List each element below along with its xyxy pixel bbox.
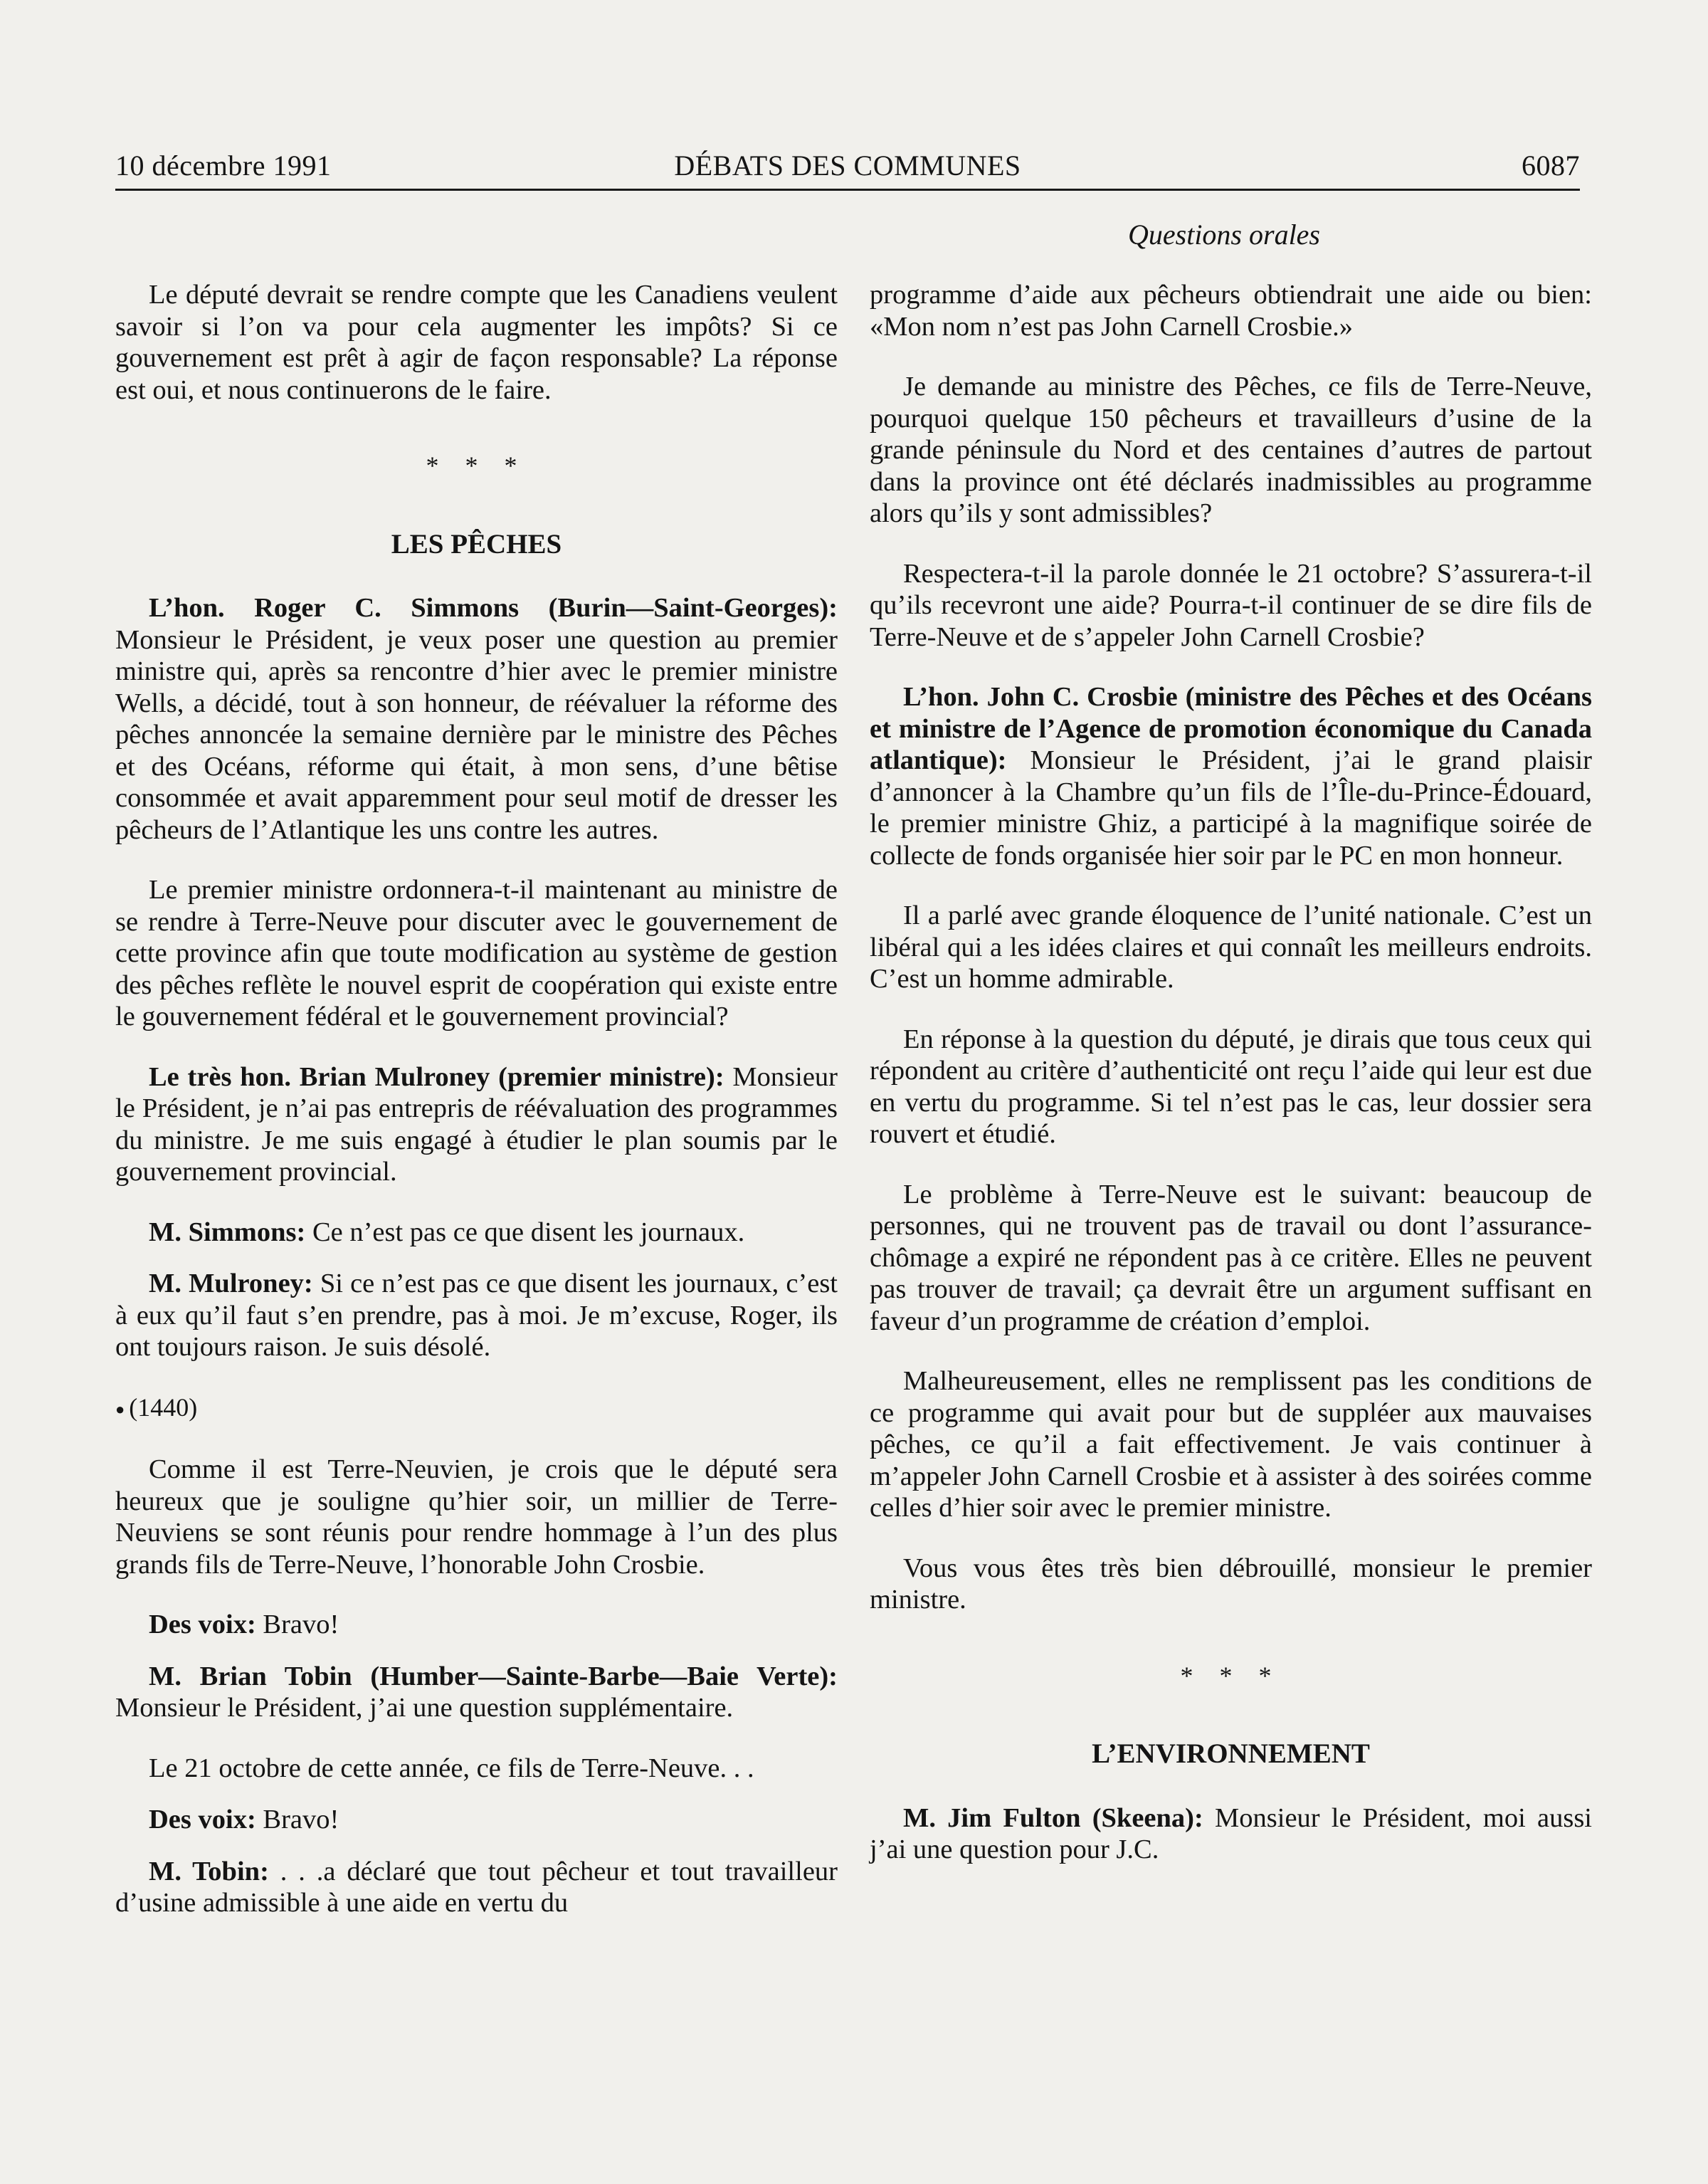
section-separator: * * * [426, 451, 527, 480]
speech-text: Monsieur le Président, j’ai le grand plaisir d’annoncer à la Chambre qu’un fils de l’Île-du-Prince-Édouard, le premier ministre Ghiz, a participé à la magnifique soirée de collecte de fonds organisée hier soir par le PC en mon honneur. [870, 745, 1592, 871]
header-title: DÉBATS DES COMMUNES [674, 149, 1021, 182]
speech-text: Monsieur le Président, je veux poser une question au premier ministre qui, après sa rencontre d’hier avec le premier ministre Wells, a décidé, tout à son honneur, de réévaluer la réforme des pêches annoncée la semaine dernière par le ministre des Pêches et des Océans, réforme qui était, à mon sens, d’une bêtise consommée et avait apparemment pour seul motif de dresser les pêcheurs de l’Atlantique les uns contre les autres. [115, 624, 838, 845]
right-column [870, 279, 1592, 1894]
paragraph: Vous vous êtes très bien débrouillé, monsieur le premier ministre. [870, 1553, 1592, 1615]
paragraph: Il a parlé avec grande éloquence de l’unité nationale. C’est un libéral qui a les idées claires et qui connaît les meilleurs endroits. C’est un homme admirable. [870, 901, 1592, 994]
paragraph: Je demande au ministre des Pêches, ce fils de Terre-Neuve, pourquoi quelque 150 pêcheurs et travailleurs d’usine de la grande péninsule du Nord et des centaines d’autres de partout dans la province ont été déclarés inadmissibles au programme alors qu’ils y sont admissibles? [870, 372, 1592, 528]
speaker-name: L’hon. Roger C. Simmons (Burin—Saint-Georges): [149, 593, 838, 623]
paragraph: Le député devrait se rendre compte que les Canadiens veulent savoir si l’on va pour cela augmenter les impôts? Si ce gouvernement est prêt à agir de façon responsable? La réponse est oui, et nous continuerons de le faire. [115, 280, 838, 405]
header-date: 10 décembre 1991 [115, 149, 332, 182]
speech-paragraph [115, 1217, 838, 1249]
speaker-name: M. Brian Tobin (Humber—Sainte-Barbe—Baie Verte): [149, 1661, 838, 1691]
paragraph: Comme il est Terre-Neuvien, je crois que le député sera heureux que je souligne qu’hier soir, un millier de Terre-Neuviens se sont réunis pour rendre hommage à l’un des plus grands fils de Terre-Neuve, l’honorable John Crosbie. [115, 1454, 838, 1580]
speech-paragraph [115, 1268, 838, 1363]
speech-paragraph [870, 681, 1592, 871]
speaker-name: M. Jim Fulton (Skeena): [903, 1802, 1203, 1833]
speaker-name: Des voix: [149, 1610, 256, 1640]
speech-paragraph [115, 1061, 838, 1188]
speech-text: Monsieur le Président, je n’ai pas entrepris de réévaluation des programmes du ministre. Je me suis engagé à étudier le plan soumis par le gouvernement provincial. [115, 1061, 838, 1187]
paragraph: Le premier ministre ordonnera-t-il maintenant au ministre de se rendre à Terre-Neuve pour discuter avec le gouvernement de cette province afin que toute modification au système de gestion des pêches reflète le nouvel esprit de coopération qui existe entre le gouvernement fédéral et le gouvernement provincial? [115, 875, 838, 1031]
speech-text: Monsieur le Président, moi aussi j’ai une question pour J.C. [870, 1802, 1592, 1864]
timestamp-text: (1440) [129, 1392, 198, 1422]
speaker-name: Des voix: [149, 1805, 256, 1835]
speech-text: . . .a déclaré que tout pêcheur et tout travailleur d’usine admissible à une aide en vertu du [115, 1856, 838, 1918]
speech-paragraph [115, 1856, 838, 1919]
section-heading-environnement: L’ENVIRONNEMENT [1092, 1738, 1370, 1769]
timestamp [115, 1392, 838, 1426]
paragraph: En réponse à la question du député, je dirais que tous ceux qui répondent au critère d’authenticité ont reçu l’aide qui leur est due en vertu du programme. Si tel n’est pas le cas, leur dossier sera rouvert et étudié. [870, 1024, 1592, 1149]
section-separator: * * * [1180, 1661, 1282, 1690]
speech-text: Si ce n’est pas ce que disent les journaux, c’est à eux qu’il faut s’en prendre, pas à moi. Je m’excuse, Roger, ils ont toujours raison. Je suis désolé. [115, 1269, 838, 1362]
speech-text: Bravo! [255, 1610, 339, 1640]
paragraph: Le 21 octobre de cette année, ce fils de Terre-Neuve. . . [149, 1753, 754, 1783]
speech-paragraph [115, 1609, 838, 1641]
paragraph: programme d’aide aux pêcheurs obtiendrait une aide ou bien: «Mon nom n’est pas John Carnell Crosbie.» [870, 280, 1592, 342]
speaker-name: Le très hon. Brian Mulroney (premier ministre): [149, 1061, 724, 1092]
speech-paragraph [115, 1661, 838, 1724]
speech-paragraph [115, 592, 838, 846]
page-header [115, 145, 1580, 191]
speech-paragraph [115, 1804, 838, 1836]
speaker-name: L’hon. John C. Crosbie (ministre des Pêches et des Océans et ministre de l’Agence de promotion économique du Canada atlantique): [870, 682, 1592, 775]
section-heading-peches: LES PÊCHES [391, 528, 562, 560]
speaker-name: M. Mulroney: [149, 1269, 313, 1298]
left-column [115, 279, 838, 1948]
header-page-number: 6087 [1522, 149, 1580, 182]
paragraph: Malheureusement, elles ne remplissent pas les conditions de ce programme qui avait pour but de suppléer aux mauvaises pêches, ce qu’il a fait effectivement. Je vais continuer à m’appeler John Carnell Crosbie et à assister à des soirées comme celles d’hier soir avec le premier ministre. [870, 1366, 1592, 1523]
speech-text: Ce n’est pas ce que disent les journaux. [305, 1217, 745, 1247]
speech-text: Monsieur le Président, j’ai une question supplémentaire. [115, 1693, 734, 1723]
paragraph: Le problème à Terre-Neuve est le suivant: beaucoup de personnes, qui ne trouvent pas de travail ou dont l’assurance-chômage a expiré ne répondent pas à ce critère. Elles ne peuvent pas trouver de travail; ça devrait être un argument suffisant en faveur d’un programme de création d’emploi. [870, 1179, 1592, 1336]
speaker-name: M. Tobin: [149, 1856, 269, 1886]
section-label: Questions orales [1128, 219, 1320, 251]
speech-paragraph [870, 1802, 1592, 1866]
speaker-name: M. Simmons: [149, 1217, 306, 1247]
bullet-icon: ● [115, 1400, 125, 1418]
speech-text: Bravo! [255, 1805, 339, 1835]
paragraph: Respectera-t-il la parole donnée le 21 octobre? S’assurera-t-il qu’ils recevront une aide? Pourra-t-il continuer de se dire fils de Terre-Neuve et de s’appeler John Carnell Crosbie? [870, 558, 1592, 652]
